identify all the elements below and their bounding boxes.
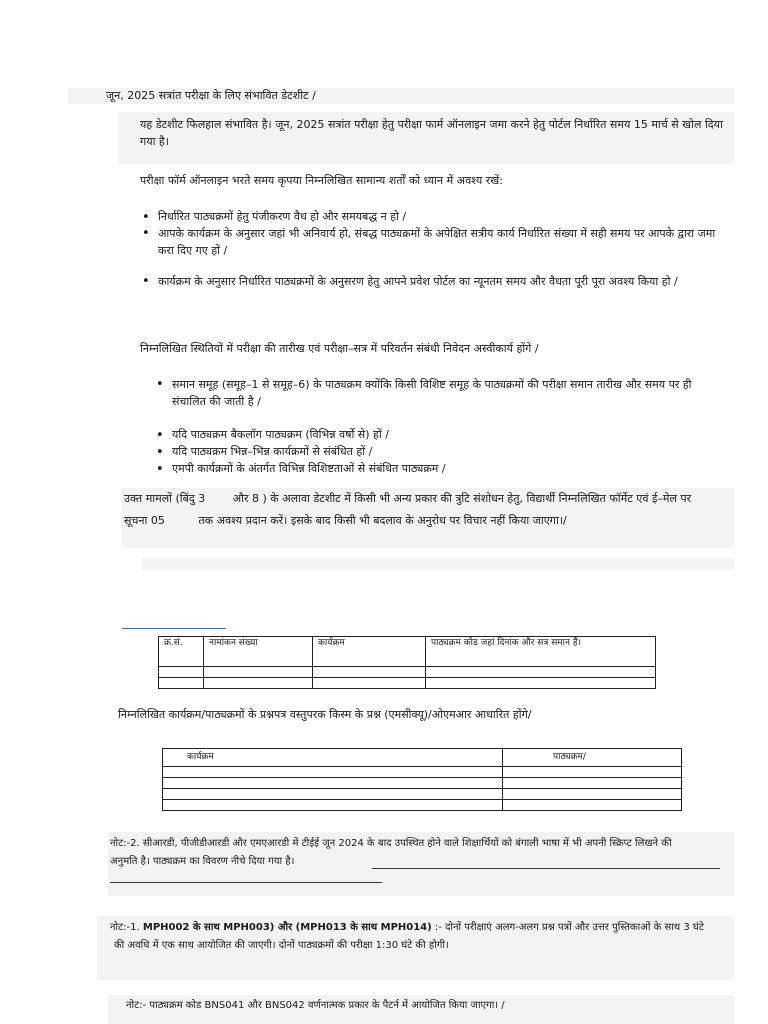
table-row — [159, 667, 656, 678]
note1-course-codes: MPH002 के साथ MPH003) और (MPH013 के साथ MPH014) — [142, 922, 432, 933]
note1-line1 — [110, 920, 734, 936]
table-header-cell: क्र.सं. — [159, 637, 204, 667]
note2-line1: नोट:-2. सीआरडी, पीजीडीआरडी और एमएआरडी में टीईई जून 2024 के बाद उपस्थित होने वाले शिक्षार्थियों को बंगाली भाषा में भी अपनी स्क्रिप्ट लिखने की — [110, 838, 672, 849]
condition-item: • आपके कार्यक्रम के अनुसार जहां भी अनिवार्य हो, संबद्ध पाठ्यक्रमों के अपेक्षित सत्रीय कार्य निर्धारित संख्या में सही समय पर आपके द्वारा जमा करा दिए गए हों / — [140, 225, 726, 259]
table-cell — [159, 678, 204, 689]
not-accepted-heading: निम्नलिखित स्थितियों में परीक्षा की तारीख एवं परीक्षा–सत्र में परिवर्तन संबंधी निवेदन अस्वीकार्य होंगे / — [140, 342, 539, 355]
table-header-cell: नामांकन संख्या — [204, 637, 313, 667]
error-note-part-c: सूचना 05 — [124, 514, 165, 527]
table-cell — [313, 678, 426, 689]
table-cell — [503, 778, 682, 789]
conditions-heading: परीक्षा फॉर्म ऑनलाइन भरते समय कृपया निम्नलिखित सामान्य शर्तों को ध्यान में अवश्य रखें: — [140, 174, 503, 187]
not-accepted-item: • यदि पाठ्यक्रम बैकलॉग पाठ्यक्रम (विभिन्न वर्षों से) हों / — [154, 426, 724, 443]
table-header-cell: पाठ्यक्रम कोड जहां दिनांक और सत्र समान हैं। — [426, 637, 656, 667]
table-cell — [503, 767, 682, 778]
page-title: जून, 2025 सत्रांत परीक्षा के लिए संभावित डेटशीट / — [106, 89, 316, 102]
objective-heading: निम्नलिखित कार्यक्रम/पाठ्यक्रमों के प्रश्नपत्र वस्तुपरक किस्म के प्रश्न (एमसीक्यू)/ओएमआर आधारित होंगे/ — [118, 708, 532, 721]
table-header-cell: कार्यक्रम — [163, 749, 503, 767]
condition-item: • निर्धारित पाठ्यक्रमों हेतु पंजीकरण वैध हो और समयबद्ध न हो / — [140, 208, 726, 225]
table-row — [163, 767, 682, 778]
table-header-cell: पाठ्यक्रम/ — [503, 749, 682, 767]
conditions-list — [140, 208, 726, 290]
table-header-row — [159, 637, 656, 667]
table-cell — [503, 800, 682, 811]
intro-paragraph: यह डेटशीट फिलहाल संभावित है। जून, 2025 सत्रांत परीक्षा हेतु परीक्षा फार्म ऑनलाइन जमा करने हेतु पोर्टल निर्धारित समय 15 मार्च से खोल दिया गया है। — [140, 118, 723, 148]
table-cell — [426, 678, 656, 689]
note1-prefix: नोट:-1. — [110, 922, 140, 933]
table-cell — [503, 789, 682, 800]
table-cell — [159, 667, 204, 678]
table-row — [163, 789, 682, 800]
empty-band — [142, 558, 734, 570]
not-accepted-list — [154, 376, 724, 477]
table-cell — [204, 667, 313, 678]
table-cell — [163, 789, 503, 800]
error-note-part-d: तक अवश्य प्रदान करें। इसके बाद किसी भी बदलाव के अनुरोध पर विचार नहीं किया जाएगा।/ — [198, 514, 567, 527]
mcq-courses-table — [162, 748, 682, 811]
note2-line2: अनुमति है। पाठ्यक्रम का विवरण नीचे दिया गया है। — [110, 856, 295, 867]
table-cell — [313, 667, 426, 678]
error-note-part-b: और 8 ) के अलावा डेटशीट में किसी भी अन्य प्रकार की त्रुटि संशोधन हेतु, विद्यार्थी निम्नलिखित फॉर्मेट एवं ई–मेल पर — [232, 492, 692, 505]
not-accepted-item: • एमपी कार्यक्रमों के अंतर्गत विभिन्न विशिष्टताओं से संबंधित पाठ्यक्रम / — [154, 460, 724, 477]
note2-rule-right — [372, 868, 720, 869]
error-note-part-a: उक्त मामलों (बिंदु 3 — [124, 492, 206, 505]
table-cell — [204, 678, 313, 689]
table-cell — [163, 767, 503, 778]
table-cell — [426, 667, 656, 678]
table-row — [163, 800, 682, 811]
note2-rule-left — [110, 882, 382, 883]
hyperlink-underline[interactable] — [122, 628, 226, 629]
table-row — [159, 678, 656, 689]
table-cell — [163, 778, 503, 789]
error-report-table — [158, 636, 656, 689]
note1-line2: की अवधि में एक साथ आयोजित की जाएगी। दोनों पाठ्यक्रमों की परीक्षा 1:30 घंटे की होगी। — [114, 940, 449, 951]
table-header-cell: कार्यक्रम — [313, 637, 426, 667]
error-note-line2 — [124, 512, 734, 529]
table-cell — [163, 800, 503, 811]
not-accepted-item: • समान समूह (समूह–1 से समूह–6) के पाठ्यक्रम क्योंकि किसी विशिष्ट समूह के पाठ्यक्रमों की परीक्षा समान तारीख और समय पर ही संचालित की जाती है / — [154, 376, 724, 410]
table-row — [163, 778, 682, 789]
condition-item: • कार्यक्रम के अनुसार निर्धारित पाठ्यक्रमों के अनुसरण हेतु आपने प्रवेश पोर्टल का न्यूनतम समय और वैधता पूरी पूरा अवश्य किया हो / — [140, 273, 698, 290]
note1-rest: :- दोनों परीक्षाएं अलग-अलग प्रश्न पत्रों और उत्तर पुस्तिकाओं के साथ 3 घंटे — [434, 922, 704, 933]
note3: नोट:- पाठ्यक्रम कोड BNS041 और BNS042 वर्णनात्मक प्रकार के पैटर्न में आयोजित किया जाएगा। / — [126, 1000, 505, 1011]
table-header-row — [163, 749, 682, 767]
error-note-line1 — [124, 490, 734, 507]
not-accepted-item: • यदि पाठ्यक्रम भिन्न–भिन्न कार्यक्रमों से संबंधित हों / — [154, 443, 724, 460]
